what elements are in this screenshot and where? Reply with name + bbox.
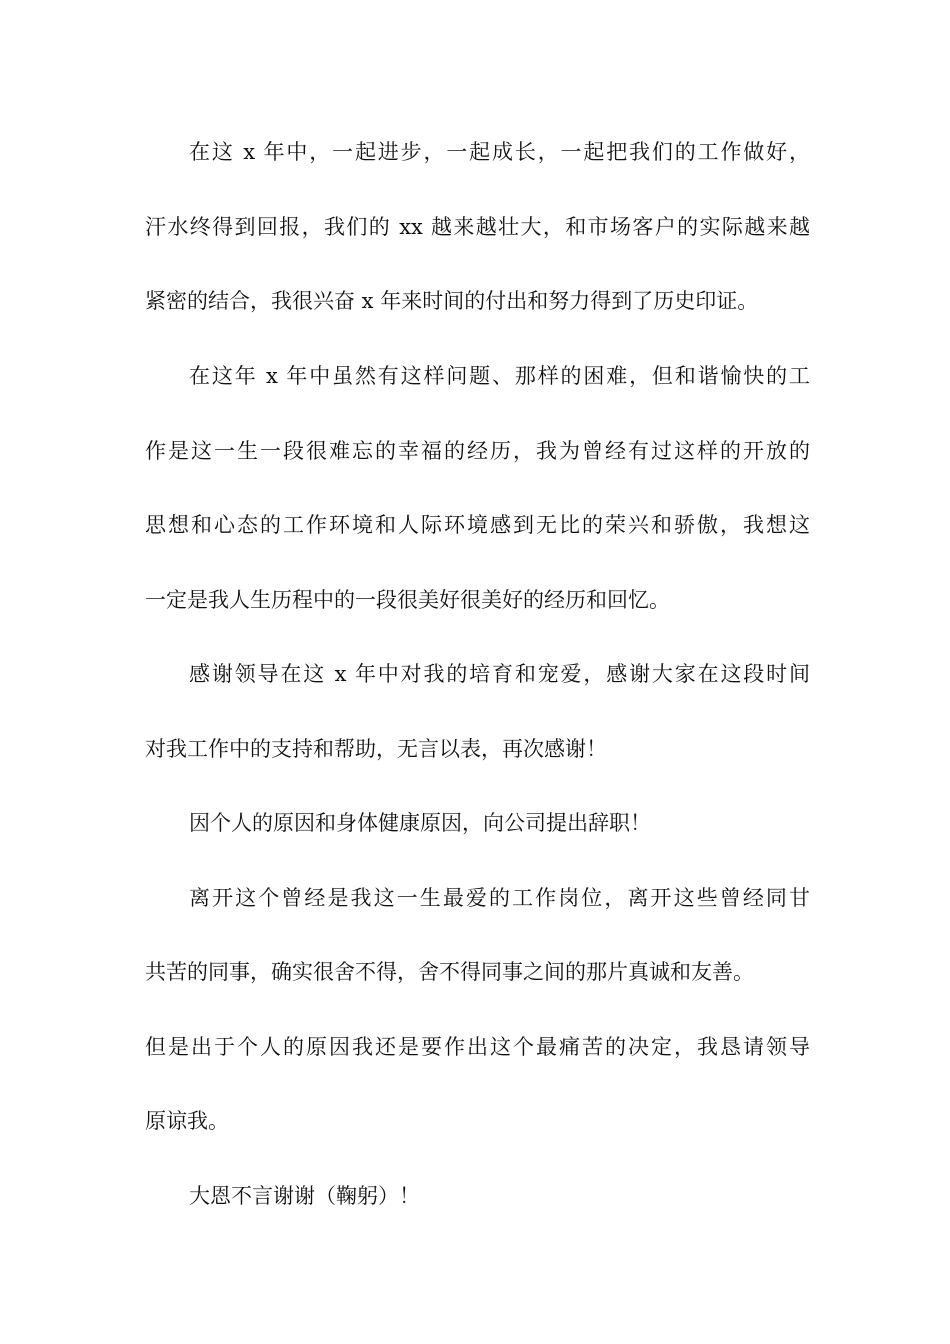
text-line: 紧密的结合，我很兴奋 x 年来时间的付出和努力得到了历史印证。 <box>145 289 759 313</box>
text-line: 大恩不言谢谢（鞠躬）！ <box>189 1184 420 1208</box>
text-line: 因个人的原因和身体健康原因，向公司提出辞职！ <box>189 811 651 835</box>
text-line: 汗水终得到回报，我们的 xx 越来越壮大，和市场客户的实际越来越 <box>145 215 810 239</box>
text-line: 感谢领导在这 x 年中对我的培育和宠爱，感谢大家在这段时间 <box>189 662 810 686</box>
text-line: 一定是我人生历程中的一段很美好很美好的经历和回忆。 <box>145 588 670 612</box>
text-line: 共苦的同事，确实很舍不得，舍不得同事之间的那片真诚和友善。 <box>145 960 754 984</box>
text-line: 但是出于个人的原因我还是要作出这个最痛苦的决定，我恳请领导 <box>145 1035 810 1059</box>
text-line: 原谅我。 <box>145 1109 229 1133</box>
text-line: 在这 x 年中，一起进步，一起成长，一起把我们的工作做好， <box>189 140 810 164</box>
text-line: 在这年 x 年中虽然有这样问题、那样的困难，但和谐愉快的工 <box>189 364 810 388</box>
text-line: 离开这个曾经是我这一生最爱的工作岗位，离开这些曾经同甘 <box>189 886 810 910</box>
text-line: 对我工作中的支持和帮助，无言以表，再次感谢！ <box>145 737 607 761</box>
text-line: 思想和心态的工作环境和人际环境感到无比的荣兴和骄傲，我想这 <box>145 513 810 537</box>
text-line: 作是这一生一段很难忘的幸福的经历，我为曾经有过这样的开放的 <box>145 439 810 463</box>
